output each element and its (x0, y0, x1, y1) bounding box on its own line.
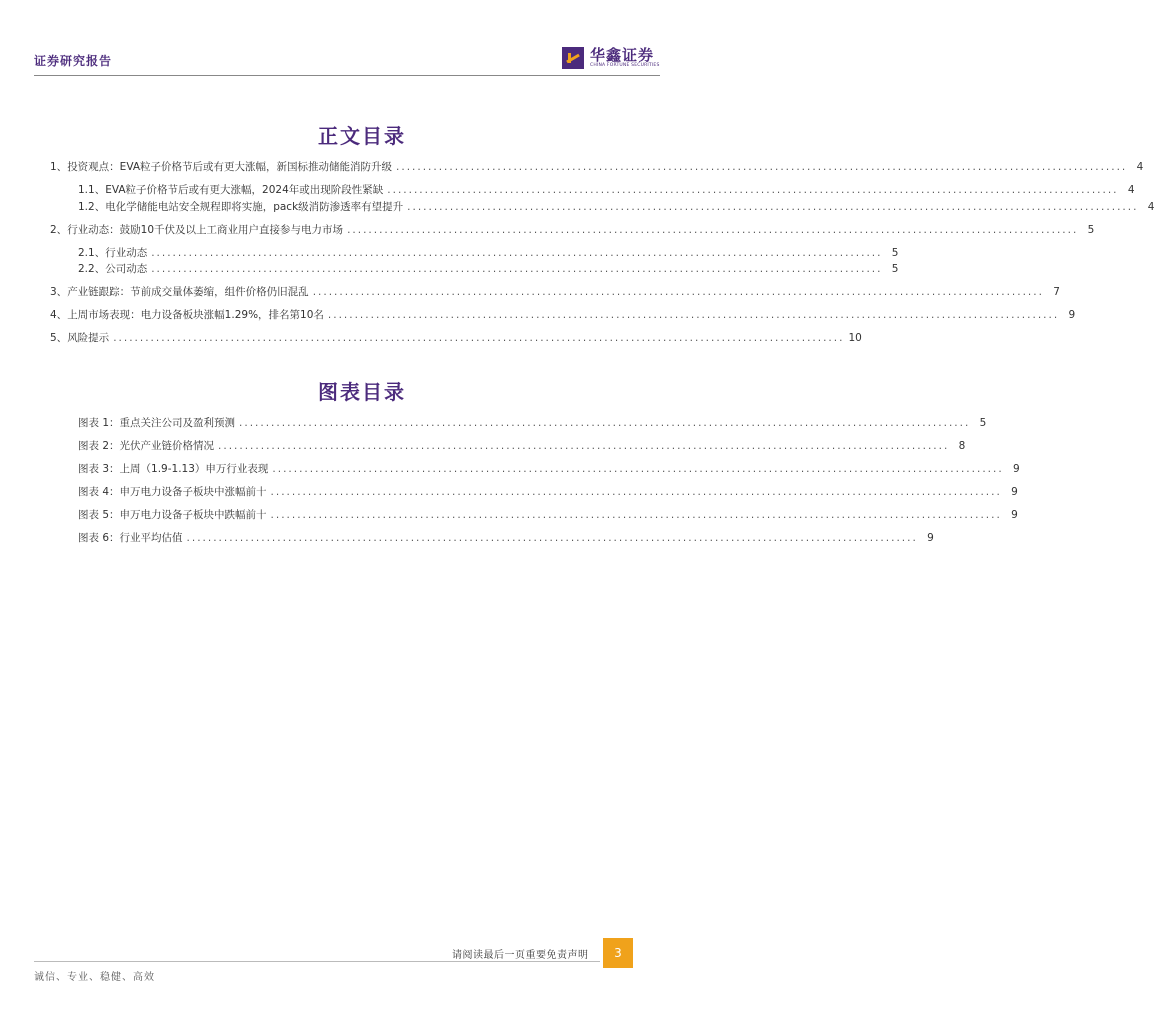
figure-item-page: 5 (979, 417, 987, 429)
toc-item-text: EVA粒子价格节后或有更大涨幅，2024年或出现阶段性紧缺 (105, 184, 384, 196)
figure-item-page: 9 (1012, 463, 1020, 475)
toc-item-number: 2.1、 (78, 247, 106, 259)
toc-leader-dots: ......................................................................................................................................... (151, 247, 883, 259)
toc-item-1-2[interactable] (78, 200, 1154, 214)
toc-item-text: 电化学储能电站安全规程即将实施，pack级消防渗透率有望提升 (105, 201, 404, 213)
figure-item-page: 9 (927, 532, 934, 544)
toc-item-1[interactable] (50, 160, 1144, 174)
toc-item-number: 5、 (50, 332, 68, 344)
figure-item-page: 9 (1011, 486, 1018, 498)
toc-leader-dots: ......................................................................................................................................... (151, 263, 883, 275)
figure-item-number: 图表 1： (78, 417, 120, 429)
figure-item-text: 重点关注公司及盈利预测 (119, 417, 236, 429)
contents-title: 正文目录 (318, 124, 406, 148)
toc-item-text: 投资观点：EVA粒子价格节后或有更大涨幅，新国标推动储能消防升级 (67, 161, 393, 173)
logo-name-cn: 华鑫证券 (590, 46, 655, 64)
logo-name-en: CHINA FORTUNE SECURITIES (590, 63, 660, 68)
figure-item-text: 行业平均估值 (119, 532, 183, 544)
toc-leader-dots: ......................................................................................................................................... (270, 486, 1002, 498)
toc-item-1-1[interactable] (78, 183, 1135, 197)
toc-item-2[interactable] (50, 223, 1095, 237)
page-number: 3 (603, 938, 633, 968)
toc-item-text: 上周市场表现：电力设备板块涨幅1.29%，排名第10名 (67, 309, 324, 321)
toc-leader-dots: ......................................................................................................................................... (218, 440, 950, 452)
toc-item-4[interactable] (50, 308, 1076, 322)
toc-leader-dots: ......................................................................................................................................... (327, 309, 1060, 321)
figure-item-1[interactable] (78, 416, 987, 430)
figure-item-text: 上周（1.9-1.13）申万行业表现 (119, 463, 269, 475)
toc-leader-dots: ......................................................................................................................................... (396, 161, 1128, 173)
toc-item-page: 4 (1136, 161, 1144, 173)
toc-leader-dots: ......................................................................................................................................... (272, 463, 1004, 475)
header-divider (34, 75, 660, 76)
figures-title: 图表目录 (318, 380, 406, 404)
toc-leader-dots: ......................................................................................................................................... (407, 201, 1139, 213)
toc-item-page: 10 (848, 332, 862, 344)
toc-item-number: 1.2、 (78, 201, 106, 213)
toc-leader-dots: ......................................................................................................................................... (270, 509, 1002, 521)
toc-leader-dots: ......................................................................................................................................... (113, 332, 845, 344)
figure-item-3[interactable] (78, 462, 1020, 476)
figure-item-text: 光伏产业链价格情况 (119, 440, 215, 452)
toc-item-page: 5 (1087, 224, 1095, 236)
company-slogan: 诚信、专业、稳健、高效 (34, 972, 155, 983)
report-type-label: 证券研究报告 (34, 54, 113, 68)
figure-item-number: 图表 3： (78, 463, 120, 475)
figure-item-number: 图表 6： (78, 532, 120, 544)
toc-item-text: 公司动态 (105, 263, 148, 275)
figure-item-text: 申万电力设备子板块中跌幅前十 (119, 509, 267, 521)
figure-item-page: 9 (1011, 509, 1018, 521)
toc-item-page: 4 (1127, 184, 1135, 196)
toc-item-page: 7 (1053, 286, 1060, 298)
figure-item-page: 8 (958, 440, 966, 452)
toc-item-number: 3、 (50, 286, 68, 298)
figure-item-number: 图表 4： (78, 486, 120, 498)
toc-item-text: 行业动态 (105, 247, 148, 259)
brand-logo (562, 45, 660, 71)
toc-item-page: 5 (891, 263, 899, 275)
figure-item-6[interactable] (78, 531, 934, 545)
toc-leader-dots: ......................................................................................................................................... (347, 224, 1079, 236)
toc-item-2-1[interactable] (78, 246, 899, 260)
toc-item-text: 风险提示 (67, 332, 110, 344)
toc-item-page: 4 (1147, 201, 1154, 213)
toc-item-number: 1.1、 (78, 184, 106, 196)
figure-item-number: 图表 2： (78, 440, 120, 452)
figure-item-4[interactable] (78, 485, 1018, 499)
figure-item-number: 图表 5： (78, 509, 120, 521)
toc-item-number: 2、 (50, 224, 68, 236)
toc-item-number: 1、 (50, 161, 68, 173)
toc-item-2-2[interactable] (78, 262, 899, 276)
footer-divider (34, 961, 600, 962)
toc-item-text: 产业链跟踪：节前成交量体萎缩，组件价格仍旧混乱 (67, 286, 309, 298)
toc-item-page: 9 (1068, 309, 1076, 321)
toc-item-number: 2.2、 (78, 263, 106, 275)
toc-leader-dots: ......................................................................................................................................... (387, 184, 1119, 196)
figure-item-5[interactable] (78, 508, 1018, 522)
figure-item-text: 申万电力设备子板块中涨幅前十 (119, 486, 267, 498)
toc-leader-dots: ......................................................................................................................................... (239, 417, 971, 429)
toc-item-text: 行业动态：鼓励10千伏及以上工商业用户直接参与电力市场 (67, 224, 344, 236)
toc-item-3[interactable] (50, 285, 1060, 299)
toc-item-5[interactable] (50, 331, 862, 345)
toc-leader-dots: ......................................................................................................................................... (186, 532, 918, 544)
figure-item-2[interactable] (78, 439, 966, 453)
toc-leader-dots: ......................................................................................................................................... (312, 286, 1044, 298)
disclaimer-note: 请阅读最后一页重要免责声明 (452, 950, 589, 961)
logo-mark-icon (562, 47, 584, 69)
toc-item-page: 5 (891, 247, 899, 259)
toc-item-number: 4、 (50, 309, 68, 321)
